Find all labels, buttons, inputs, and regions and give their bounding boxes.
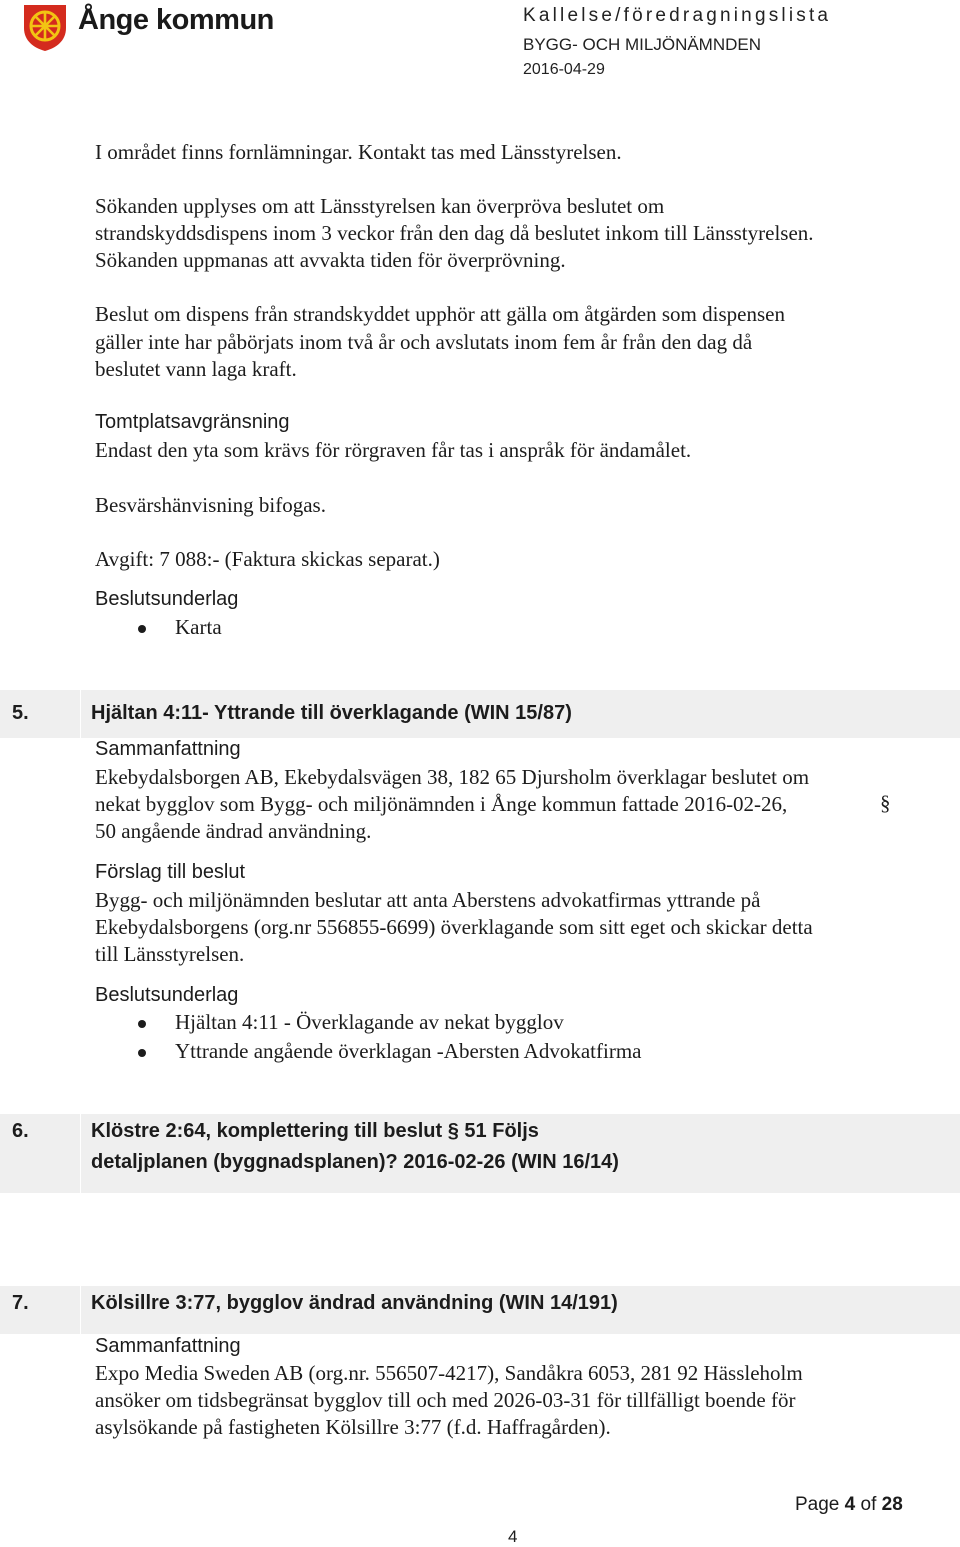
page-total: 28: [881, 1494, 903, 1515]
proposal-5-line2: Ekebydalsborgens (org.nr 556855-6699) överklagande som sitt eget och skickar detta: [95, 915, 813, 939]
paragraph-besvarshanvisning: Besvärshänvisning bifogas.: [95, 493, 326, 517]
committee-name: BYGG- OCH MILJÖNÄMNDEN: [523, 35, 762, 54]
bullet-icon: [138, 1020, 146, 1028]
proposal-5-line3: till Länsstyrelsen.: [95, 942, 245, 966]
paragraph-dispens-line1: Beslut om dispens från strandskyddet upphör att gälla om åtgärden som dispensen: [95, 302, 785, 326]
paragraph-dispens-line2: gäller inte har påbörjats inom två år och avslutats inom fem år från den dag då: [95, 330, 753, 354]
page-label: Page: [795, 1494, 840, 1515]
section-bar-7: [0, 1286, 960, 1334]
list-item: Karta: [175, 615, 222, 639]
summary-7-line1: Expo Media Sweden AB (org.nr. 556507-4217), Sandåkra 6053, 281 92 Hässleholm: [95, 1361, 803, 1385]
page-of: of: [860, 1494, 877, 1515]
heading-sammanfattning-5: Sammanfattning: [95, 738, 241, 760]
heading-beslutsunderlag-5: Beslutsunderlag: [95, 984, 239, 1006]
section-title: Kölsillre 3:77, bygglov ändrad användning (WIN 14/191): [91, 1292, 618, 1314]
paragraph-fornlamningar: I området finns fornlämningar. Kontakt tas med Länsstyrelsen.: [95, 140, 622, 164]
heading-tomtplatsavgransning: Tomtplatsavgränsning: [95, 411, 290, 433]
paragraph-avgift: Avgift: 7 088:- (Faktura skickas separat.): [95, 547, 440, 571]
paragraph-overprovning-line1: Sökanden upplyses om att Länsstyrelsen kan överpröva beslutet om: [95, 194, 665, 218]
list-item: Hjältan 4:11 - Överklagande av nekat bygglov: [175, 1010, 564, 1034]
list-item: Yttrande angående överklagan -Abersten Advokatfirma: [175, 1039, 642, 1063]
page-number: 4: [508, 1527, 518, 1546]
section-number: 6.: [12, 1120, 29, 1142]
paragraph-dispens-line3: beslutet vann laga kraft.: [95, 357, 297, 381]
heading-forslag-till-beslut: Förslag till beslut: [95, 861, 246, 883]
document-date: 2016-04-29: [523, 61, 605, 78]
summary-5-line3: 50 angående ändrad användning.: [95, 819, 372, 843]
summary-7-line3: asylsökande på fastigheten Kölsillre 3:77 (f.d. Haffragården).: [95, 1415, 611, 1439]
section-title: Hjältan 4:11- Yttrande till överklagande (WIN 15/87): [91, 702, 572, 724]
heading-beslutsunderlag-intro: Beslutsunderlag: [95, 588, 239, 610]
section-number: 5.: [12, 702, 29, 724]
paragraph-sign: §: [880, 791, 891, 815]
summary-5-line1: Ekebydalsborgen AB, Ekebydalsvägen 38, 182 65 Djursholm överklagar beslutet om: [95, 765, 810, 789]
brand-name: Ånge kommun: [78, 4, 274, 36]
bullet-icon: [138, 625, 146, 633]
section-bar-6: [0, 1114, 960, 1193]
page-current: 4: [844, 1494, 856, 1515]
paragraph-tomtplats: Endast den yta som krävs för rörgraven får tas i anspråk för ändamålet.: [95, 438, 692, 462]
section-title-line2: detaljplanen (byggnadsplanen)? 2016-02-26 (WIN 16/14): [91, 1151, 619, 1173]
bullet-icon: [138, 1049, 146, 1057]
summary-7-line2: ansöker om tidsbegränsat bygglov till och med 2026-03-31 för tillfälligt boende för: [95, 1388, 796, 1412]
section-title-line1: Klöstre 2:64, komplettering till beslut § 51 Följs: [91, 1120, 539, 1142]
paragraph-overprovning-line2: strandskyddsdispens inom 3 veckor från den dag då beslutet inkom till Länsstyrelsen.: [95, 221, 814, 245]
ange-kommun-logo: [20, 2, 70, 52]
heading-sammanfattning-7: Sammanfattning: [95, 1335, 241, 1357]
page-indicator: [795, 1494, 903, 1516]
proposal-5-line1: Bygg- och miljönämnden beslutar att anta Aberstens advokatfirmas yttrande på: [95, 888, 761, 912]
section-bar-5: [0, 690, 960, 738]
document-type: Kallelse/föredragningslista: [523, 5, 832, 26]
paragraph-overprovning-line3: Sökanden uppmanas att avvakta tiden för överprövning.: [95, 248, 566, 272]
summary-5-line2: nekat bygglov som Bygg- och miljönämnden i Ånge kommun fattade 2016-02-26,: [95, 792, 788, 816]
section-number: 7.: [12, 1292, 29, 1314]
